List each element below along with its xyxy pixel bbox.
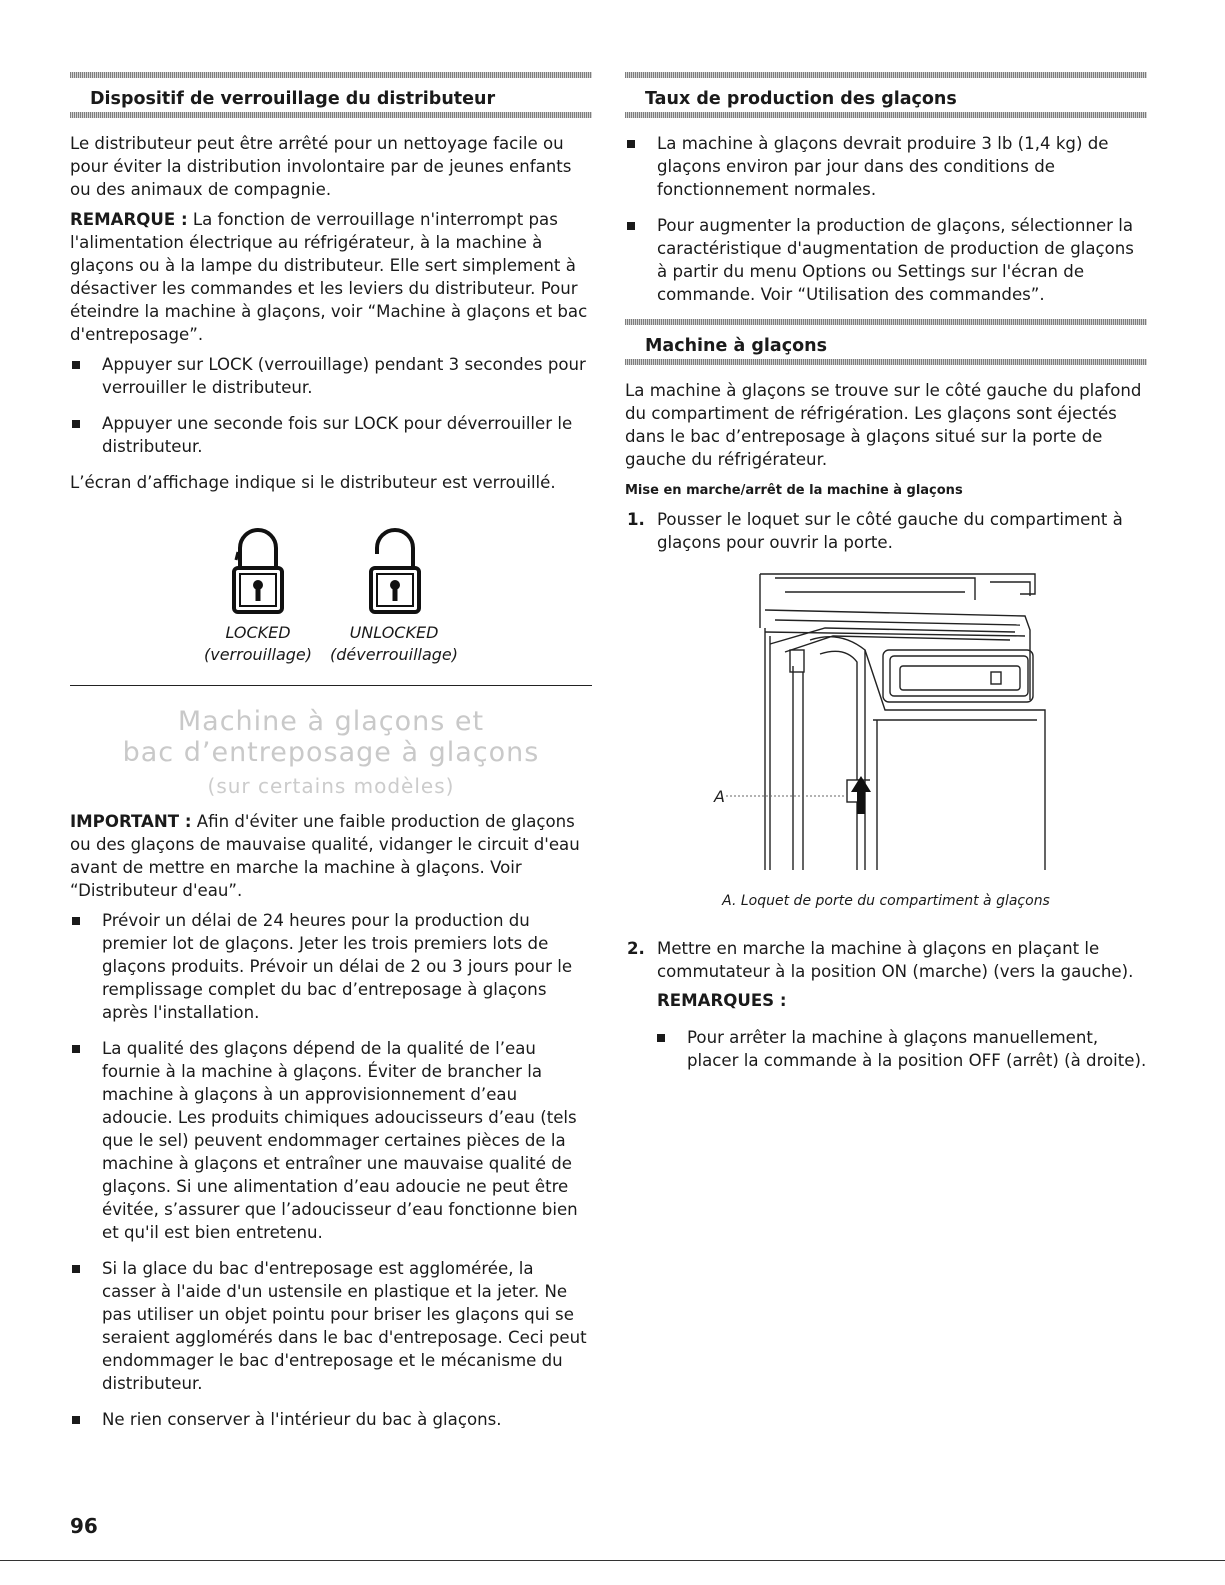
unlocked-caption: UNLOCKED (déverrouillage) <box>329 623 459 664</box>
locked-caption: LOCKED (verrouillage) <box>203 623 313 664</box>
list-item: Appuyer sur LOCK (verrouillage) pendant 3 secondes pour verrouiller le distributeur. <box>70 353 592 399</box>
figure-caption: A. Loquet de porte du compartiment à glaçons <box>722 893 1050 909</box>
list-item: Pour augmenter la production de glaçons, sélectionner la caractéristique d'augmentation de production de glaçons à partir du menu Options ou Settings sur l'écran de commande. Voir “Utilisation des commandes”. <box>625 214 1147 306</box>
note-text: La fonction de verrouillage n'interrompt pas l'alimentation électrique au réfrigérateur, à la machine à glaçons ou à la lampe du distributeur. Elle sert simplement à désactiver les commandes et les leviers du distributeur. Pour éteindre la machine à glaçons, voir “Machine à glaçons et bac d'entreposage”. <box>70 210 588 344</box>
step-item: 1. Pousser le loquet sur le côté gauche du compartiment à glaçons pour ouvrir la porte. <box>627 510 1123 552</box>
bullet-icon <box>627 222 635 230</box>
ice-compartment-illustration <box>625 570 1147 888</box>
section-title-ice: Machine à glaçons et bac d’entreposage à glaçons <box>122 706 540 768</box>
bullet-icon <box>72 1265 80 1273</box>
page-number: 96 <box>70 1514 98 1538</box>
section-subtitle: (sur certains modèles) <box>207 774 455 798</box>
section-title: Taux de production des glaçons <box>645 89 957 109</box>
section-header-production <box>625 72 1147 118</box>
list-item: La qualité des glaçons dépend de la qualité de l’eau fournie à la machine à glaçons. Éviter de brancher la machine à glaçons à un approvisionnement d’eau adoucie. Les produits chimiques adoucisseurs d’eau (tels que le sel) peuvent endommager certaines pièces de la machine à glaçons et entraîner une mauvaise qualité de glaçons. Si une alimentation d’eau adoucie ne peut être évitée, s’assurer que l’adoucisseur d’eau fonctionne bien et qu'il est bien entretenu. <box>70 1037 592 1244</box>
list-item: Prévoir un délai de 24 heures pour la production du premier lot de glaçons. Jeter les trois premiers lots de glaçons produits. Prévoir un délai de 2 ou 3 jours pour le remplissage complet du bac d’entreposage à glaçons après l'installation. <box>70 909 592 1024</box>
note-label: REMARQUE : <box>70 210 188 229</box>
step-item: 2. Mettre en marche la machine à glaçons en plaçant le commutateur à la position ON (marche) (vers la gauche). <box>627 939 1134 981</box>
important-label: IMPORTANT : <box>70 812 192 831</box>
list-item: Pour arrêter la machine à glaçons manuellement, placer la commande à la position OFF (arrêt) (à droite). <box>625 1026 1147 1072</box>
subheading: Mise en marche/arrêt de la machine à glaçons <box>625 483 963 498</box>
list-item: Si la glace du bac d'entreposage est agglomérée, la casser à l'aide d'un ustensile en plastique et la jeter. Ne pas utiliser un objet pointu pour briser les glaçons qui se seraient agglomérés dans le bac d'entreposage. Ceci peut endommager le bac d'entreposage et le mécanisme du distributeur. <box>70 1257 592 1395</box>
bullet-icon <box>657 1034 665 1042</box>
divider <box>70 685 592 686</box>
paragraph-important <box>70 810 592 902</box>
locked-padlock-icon <box>230 524 286 616</box>
right-column <box>625 72 1147 1085</box>
list-item: La machine à glaçons devrait produire 3 lb (1,4 kg) de glaçons environ par jour dans des conditions de fonctionnement normales. <box>625 132 1147 201</box>
figure-label-a: A <box>714 787 725 806</box>
bullet-icon <box>72 917 80 925</box>
lock-illustration <box>70 506 592 681</box>
list-item: Ne rien conserver à l'intérieur du bac à glaçons. <box>70 1408 592 1431</box>
paragraph-note <box>70 208 592 346</box>
remarks-label: REMARQUES : <box>657 991 787 1010</box>
bullet-icon <box>627 140 635 148</box>
left-column <box>70 72 592 1444</box>
paragraph-intro: Le distributeur peut être arrêté pour un nettoyage facile ou pour éviter la distribution involontaire par de jeunes enfants ou des animaux de compagnie. <box>70 134 572 199</box>
bullet-icon <box>72 1416 80 1424</box>
bullet-icon <box>72 361 80 369</box>
paragraph-display: L’écran d’affichage indique si le distributeur est verrouillé. <box>70 473 556 492</box>
section-header-ice-maker <box>625 319 1147 365</box>
footer-rule <box>0 1560 1225 1561</box>
paragraph-ice-maker-intro: La machine à glaçons se trouve sur le côté gauche du plafond du compartiment de réfrigération. Les glaçons sont éjectés dans le bac d’entreposage à glaçons situé sur la porte de gauche du réfrigérateur. <box>625 381 1142 469</box>
section-title: Dispositif de verrouillage du distributeur <box>90 89 496 109</box>
bullet-icon <box>72 1045 80 1053</box>
important-text: Afin d'éviter une faible production de glaçons ou des glaçons de mauvaise qualité, vidanger le circuit d'eau avant de mettre en marche la machine à glaçons. Voir “Distributeur d'eau”. <box>70 812 580 900</box>
section-header-dispenser-lock <box>70 72 592 118</box>
ice-compartment-figure <box>625 570 1147 888</box>
list-item: Appuyer une seconde fois sur LOCK pour déverrouiller le distributeur. <box>70 412 592 458</box>
step-number: 2. <box>627 939 645 958</box>
bullet-icon <box>72 420 80 428</box>
unlocked-padlock-icon <box>367 524 423 616</box>
step-number: 1. <box>627 510 645 529</box>
section-title: Machine à glaçons <box>645 336 827 356</box>
